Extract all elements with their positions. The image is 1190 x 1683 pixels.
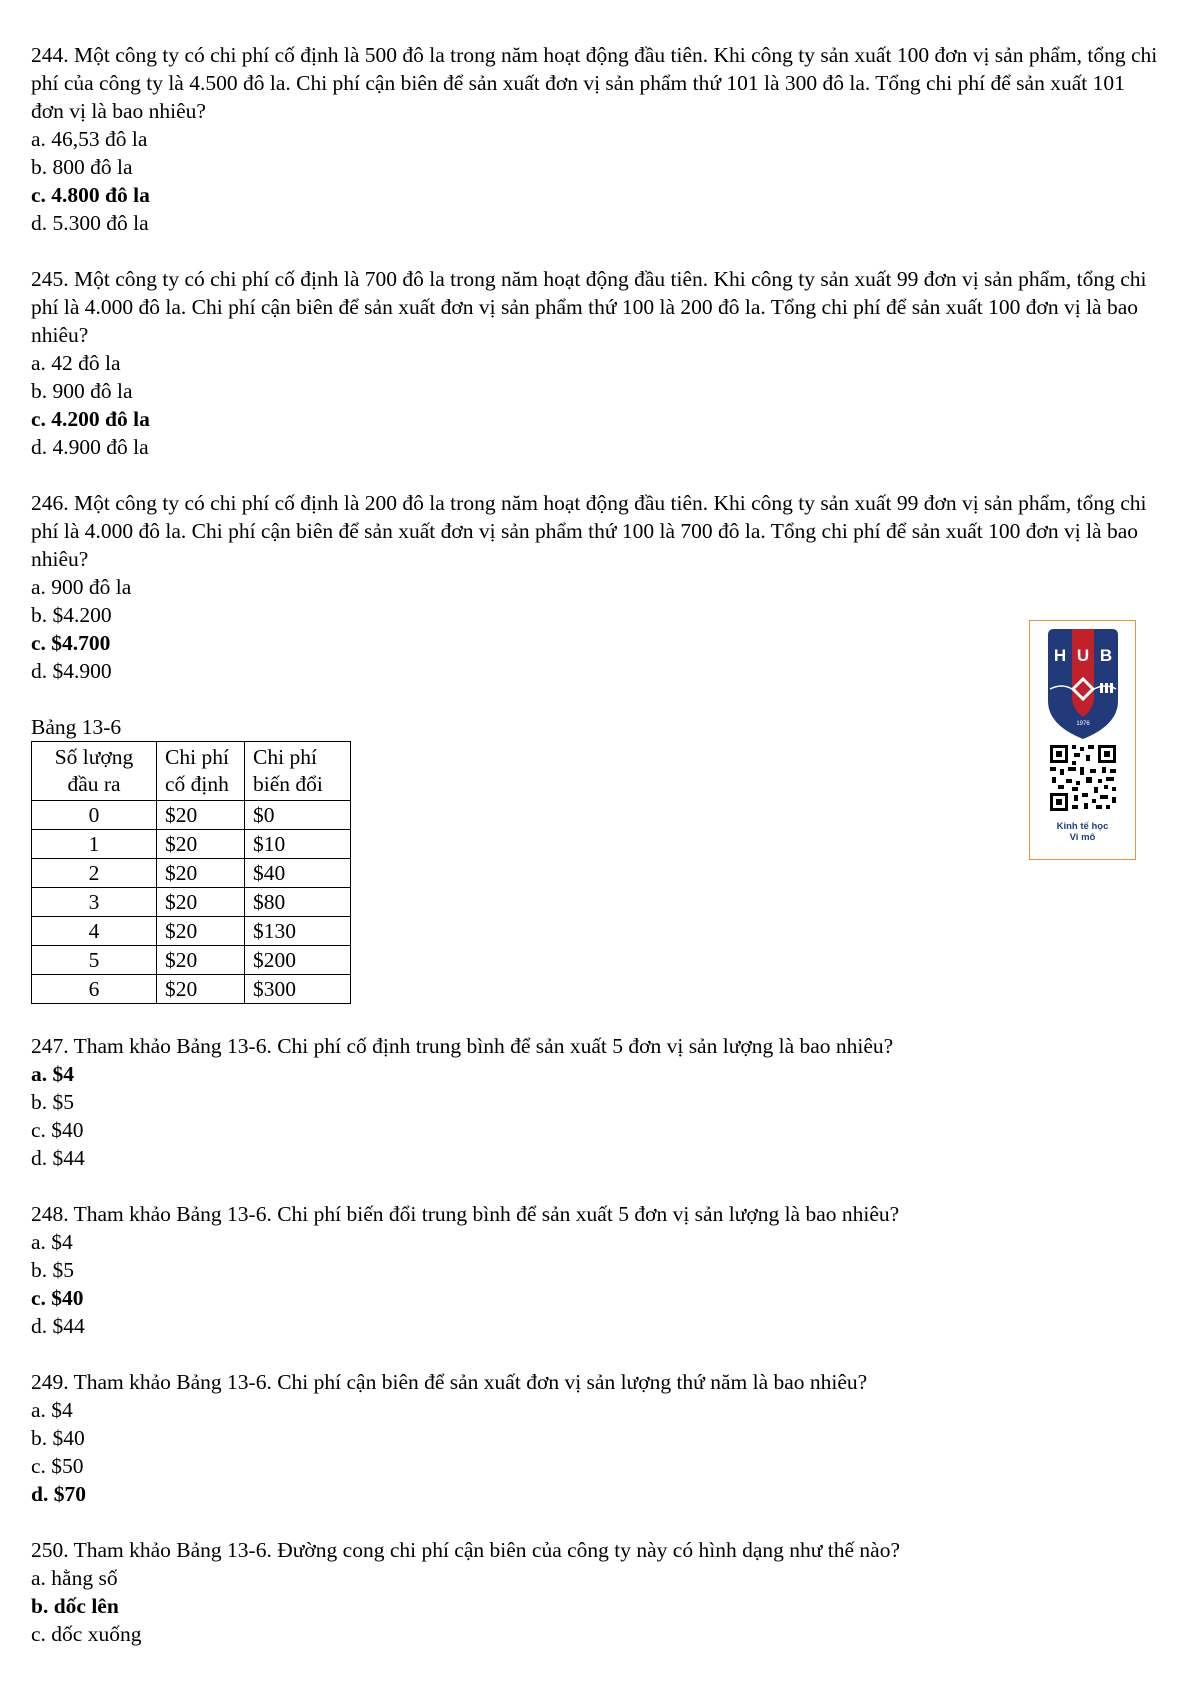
table-row	[32, 801, 351, 830]
cell-fixed-cost: $20	[157, 888, 245, 917]
option-d: d. $44	[31, 1146, 85, 1170]
option-b: b. $40	[31, 1426, 85, 1450]
question-246	[31, 489, 1161, 685]
option-b: b. $5	[31, 1258, 74, 1282]
option-d: d. $4.900	[31, 659, 112, 683]
cell-variable-cost: $80	[245, 888, 351, 917]
option-a: a. $4	[31, 1398, 73, 1422]
cell-fixed-cost: $20	[157, 830, 245, 859]
question-stem: 245. Một công ty có chi phí cố định là 700 đô la trong năm hoạt động đầu tiên. Khi công ty sản xuất 99 đơn vị sản phẩm, tổng chi phí là 4.000 đô la. Chi phí cận biên để sản xuất đơn vị sản phẩm thứ 100 là 200 đô la. Tổng chi phí để sản xuất 100 đơn vị là bao nhiêu?	[31, 267, 1147, 347]
option-d-correct: d. $70	[31, 1482, 86, 1506]
cell-fixed-cost: $20	[157, 859, 245, 888]
option-c-correct: c. 4.200 đô la	[31, 407, 150, 431]
option-a: a. $4	[31, 1230, 73, 1254]
badge-caption-title: Kinh tế học	[1056, 821, 1109, 832]
option-c: c. dốc xuống	[31, 1622, 142, 1646]
option-a: a. hằng số	[31, 1566, 118, 1590]
question-247	[31, 1032, 1161, 1172]
cell-variable-cost: $200	[245, 946, 351, 975]
logo-letter-b: B	[1099, 646, 1113, 665]
cell-variable-cost: $130	[245, 917, 351, 946]
document-page	[31, 41, 1161, 1676]
option-d: d. 4.900 đô la	[31, 435, 149, 459]
option-a: a. 46,53 đô la	[31, 127, 148, 151]
question-stem: 250. Tham khảo Bảng 13-6. Đường cong chi phí cận biên của công ty này có hình dạng như thế nào?	[31, 1538, 900, 1562]
cell-output: 2	[32, 859, 157, 888]
logo-year: 1976	[1076, 721, 1090, 727]
table-title: Bảng 13-6	[31, 715, 122, 739]
question-245	[31, 265, 1161, 461]
logo-letter-u: U	[1076, 646, 1090, 665]
question-248	[31, 1200, 1161, 1340]
cell-output: 5	[32, 946, 157, 975]
cell-fixed-cost: $20	[157, 975, 245, 1004]
header-fixed-cost: Chi phí cố định	[157, 742, 245, 801]
header-output: Số lượng đầu ra	[32, 742, 157, 801]
cell-output: 4	[32, 917, 157, 946]
cell-fixed-cost: $20	[157, 801, 245, 830]
cell-variable-cost: $0	[245, 801, 351, 830]
table-row	[32, 888, 351, 917]
question-stem: 249. Tham khảo Bảng 13-6. Chi phí cận biên để sản xuất đơn vị sản lượng thứ năm là bao nhiêu?	[31, 1370, 868, 1394]
cell-output: 0	[32, 801, 157, 830]
cell-variable-cost: $40	[245, 859, 351, 888]
qr-code	[1048, 743, 1118, 813]
question-stem: 246. Một công ty có chi phí cố định là 200 đô la trong năm hoạt động đầu tiên. Khi công ty sản xuất 99 đơn vị sản phẩm, tổng chi phí là 4.000 đô la. Chi phí cận biên để sản xuất đơn vị sản phẩm thứ 100 là 700 đô la. Tổng chi phí để sản xuất 100 đơn vị là bao nhiêu?	[31, 491, 1147, 571]
table-row	[32, 917, 351, 946]
cell-output: 1	[32, 830, 157, 859]
question-stem: 247. Tham khảo Bảng 13-6. Chi phí cố định trung bình để sản xuất 5 đơn vị sản lượng là bao nhiêu?	[31, 1034, 894, 1058]
hub-shield-logo	[1042, 627, 1124, 753]
header-variable-cost: Chi phí biến đổi	[245, 742, 351, 801]
cell-fixed-cost: $20	[157, 917, 245, 946]
cell-fixed-cost: $20	[157, 946, 245, 975]
cell-output: 3	[32, 888, 157, 917]
cell-variable-cost: $10	[245, 830, 351, 859]
option-b-correct: b. dốc lên	[31, 1594, 119, 1618]
option-b: b. 900 đô la	[31, 379, 133, 403]
option-b: b. $5	[31, 1090, 74, 1114]
option-a: a. 42 đô la	[31, 351, 121, 375]
question-244	[31, 41, 1161, 237]
option-d: d. $44	[31, 1314, 85, 1338]
badge-caption-subtitle: Vi mô	[1069, 832, 1096, 843]
table-row	[32, 859, 351, 888]
cost-table-block	[31, 713, 1161, 1004]
option-d: d. 5.300 đô la	[31, 211, 149, 235]
table-row	[32, 975, 351, 1004]
question-stem: 244. Một công ty có chi phí cố định là 500 đô la trong năm hoạt động đầu tiên. Khi công ty sản xuất 100 đơn vị sản phẩm, tổng chi phí của công ty là 4.500 đô la. Chi phí cận biên để sản xuất đơn vị sản phẩm thứ 101 là 300 đô la. Tổng chi phí để sản xuất 101 đơn vị là bao nhiêu?	[31, 43, 1158, 123]
option-b: b. $4.200	[31, 603, 112, 627]
option-b: b. 800 đô la	[31, 155, 133, 179]
question-stem: 248. Tham khảo Bảng 13-6. Chi phí biến đổi trung bình để sản xuất 5 đơn vị sản lượng là bao nhiêu?	[31, 1202, 900, 1226]
option-a: a. 900 đô la	[31, 575, 132, 599]
option-c-correct: c. $4.700	[31, 631, 111, 655]
table-row	[32, 946, 351, 975]
cost-table	[31, 741, 351, 1004]
table-row	[32, 830, 351, 859]
question-250	[31, 1536, 1161, 1648]
question-249	[31, 1368, 1161, 1508]
cell-variable-cost: $300	[245, 975, 351, 1004]
cell-output: 6	[32, 975, 157, 1004]
option-a-correct: a. $4	[31, 1062, 74, 1086]
option-c: c. $50	[31, 1454, 84, 1478]
course-badge	[1029, 620, 1136, 860]
option-c: c. $40	[31, 1118, 84, 1142]
table-header-row	[32, 742, 351, 801]
option-c-correct: c. 4.800 đô la	[31, 183, 150, 207]
logo-letter-h: H	[1053, 646, 1067, 665]
option-c-correct: c. $40	[31, 1286, 84, 1310]
